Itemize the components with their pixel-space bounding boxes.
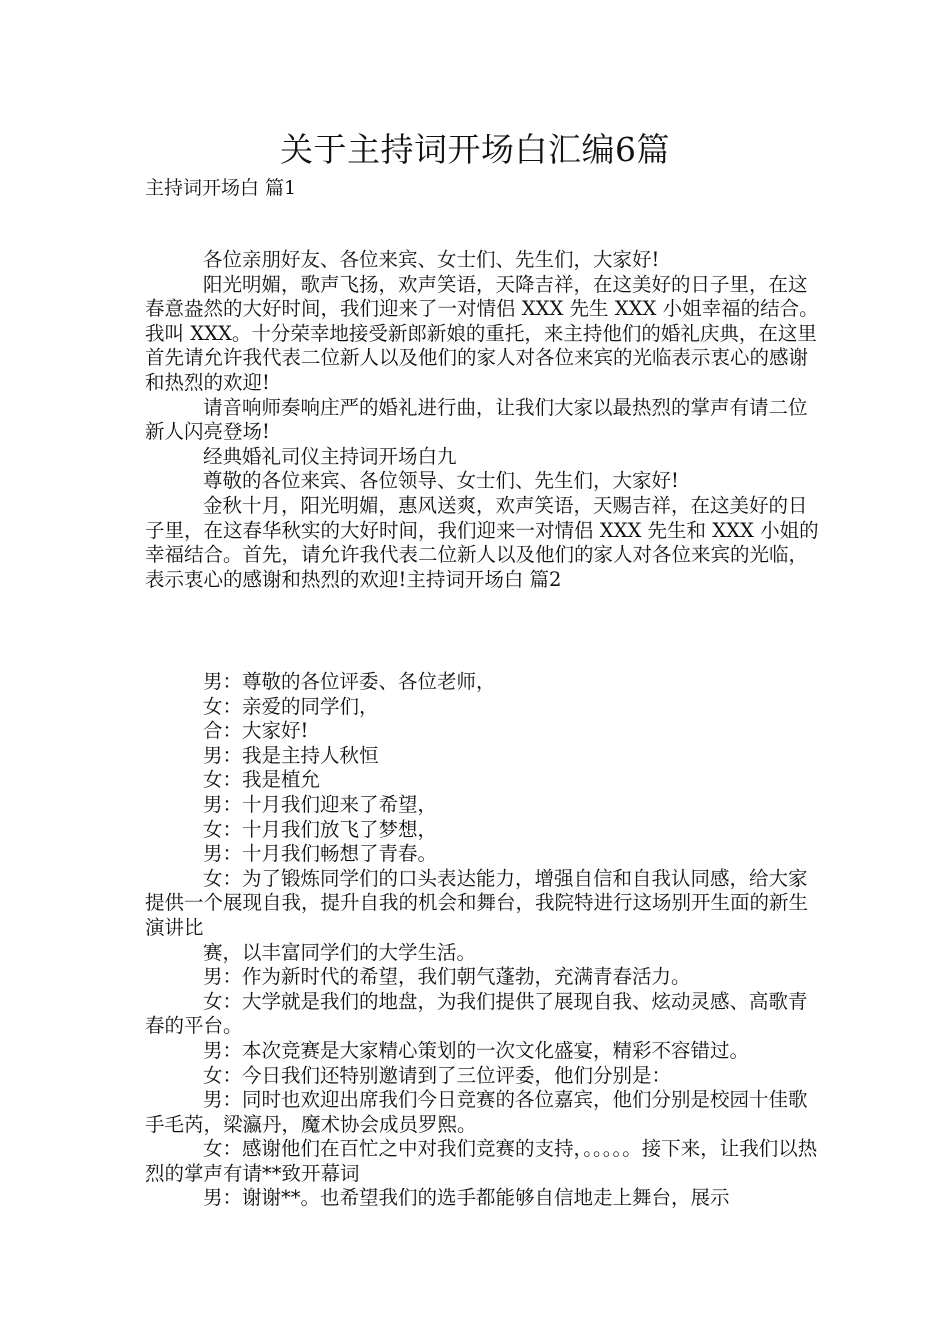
dialogue-line: 合：大家好! [203, 719, 309, 743]
document-title: 关于主持词开场白汇编6篇 [280, 130, 670, 169]
section-2-body [145, 670, 825, 1211]
dialogue-line: 男：我是主持人秋恒 [203, 743, 379, 767]
dialogue-line: 男：作为新时代的希望，我们朝气蓬勃，充满青春活力。 [203, 965, 691, 989]
dialogue-line: 女：为了锻炼同学们的口头表达能力，增强自信和自我认同感，给大家提供一个展现自我，提升自我的机会和舞台，我院特进行这场别开生面的新生演讲比 [145, 866, 809, 939]
paragraph: 请音响师奏响庄严的婚礼进行曲，让我们大家以最热烈的掌声有请二位新人闪亮登场! [145, 395, 808, 444]
dialogue-line: 女：大学就是我们的地盘，为我们提供了展现自我、炫动灵感、高歌青春的平台。 [145, 989, 808, 1038]
dialogue-line: 男：谢谢**。也希望我们的选手都能够自信地走上舞台，展示 [203, 1186, 730, 1210]
section-1-body [145, 248, 825, 592]
section-heading-1: 主持词开场白 篇1 [145, 177, 297, 199]
paragraph: 阳光明媚，歌声飞扬，欢声笑语，天降吉祥，在这美好的日子里，在这春意盎然的大好时间，我们迎来了一对情侣 XXX 先生 XXX 小姐幸福的结合。我叫 XXX。十分荣幸地接受新郎新娘的重托，来主持他们的婚礼庆典，在这里首先请允许我代表二位新人以及他们的家人对各位来宾的光临表示衷心的感谢和热烈的欢迎! [145, 272, 819, 394]
paragraph: 各位亲朋好友、各位来宾、女士们、先生们，大家好! [203, 248, 660, 271]
dialogue-line: 男：尊敬的各位评委、各位老师， [203, 670, 496, 693]
dialogue-line: 女：感谢他们在百忙之中对我们竞赛的支持，。。。。。接下来，让我们以热烈的掌声有请**致开幕词 [145, 1137, 818, 1185]
dialogue-line: 女：今日我们还特别邀请到了三位评委，他们分别是： [203, 1063, 672, 1087]
dialogue-line: 男：同时也欢迎出席我们今日竞赛的各位嘉宾，他们分别是校园十佳歌手毛芮，梁瀛丹，魔术协会成员罗熙。 [145, 1088, 808, 1136]
dialogue-line: 赛，以丰富同学们的大学生活。 [203, 940, 477, 964]
dialogue-line: 男：十月我们迎来了希望， [203, 792, 438, 816]
dialogue-line: 女：十月我们放飞了梦想， [203, 817, 438, 841]
dialogue-line: 女：我是植允 [203, 768, 321, 792]
paragraph: 金秋十月，阳光明媚，惠风送爽，欢声笑语，天赐吉祥，在这美好的日子里，在这春华秋实的大好时间，我们迎来一对情侣 XXX 先生和 XXX 小姐的幸福结合。首先，请允许我代表二位新人以及他们的家人对各位来宾的光临，表示衷心的感谢和热烈的欢迎!主持词开场白 篇2 [145, 493, 819, 591]
dialogue-line: 男：本次竞赛是大家精心策划的一次文化盛宴，精彩不容错过。 [203, 1038, 750, 1062]
paragraph: 经典婚礼司仪主持词开场白九 [203, 444, 457, 468]
dialogue-line: 女：亲爱的同学们， [203, 694, 379, 718]
paragraph: 尊敬的各位来宾、各位领导、女士们、先生们，大家好! [203, 469, 679, 493]
dialogue-line: 男：十月我们畅想了青春。 [203, 842, 438, 866]
